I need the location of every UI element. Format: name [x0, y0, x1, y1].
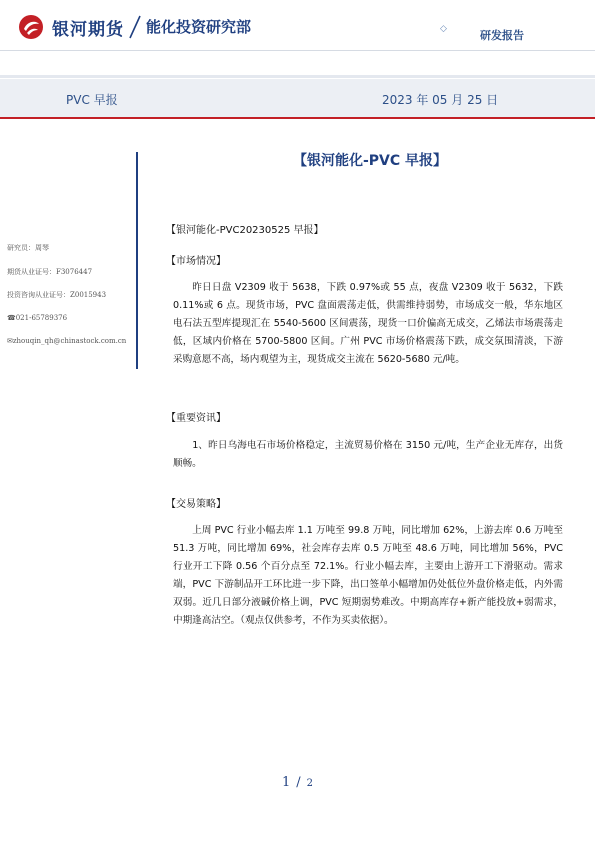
divider-slash	[128, 14, 142, 40]
band-stripe	[0, 75, 595, 78]
report-type: 研发报告	[480, 29, 524, 42]
diamond-icon: ◇	[440, 24, 447, 34]
strategy-text: 上周 PVC 行业小幅去库 1.1 万吨至 99.8 万吨，同比增加 62%，上游去库 0.6 万吨至 51.3 万吨，同比增加 69%，社会库存去库 0.5 万吨至 48.6 万吨，同比增加 56%，PVC 行业开工下降 0.56 个百分点至 72.1%。行业小幅去库，主要由上游开工下滑驱动。需求端，PVC 下游制品开工环比进一步下降，出口签单小幅增加仍处低位外盘价格走低，内外需双弱。近几日部分液碱价格上调，PVC 短期弱势难改。中期高库存+新产能投放+弱需求，中期逢高沽空。（观点仅供参考，不作为买卖依据）。	[173, 525, 563, 626]
strategy-heading: 【交易策略】	[166, 499, 226, 510]
page-total: 2	[306, 778, 314, 789]
page-number: 1	[282, 775, 291, 790]
brand-name: 银河期货	[52, 20, 124, 40]
report-date: 2023 年 05 月 25 日	[382, 93, 499, 107]
market-text: 昨日日盘 V2309 收于 5638，下跌 0.97%或 55 点，夜盘 V2309 收于 5632，下跌 0.11%或 6 点。现货市场，PVC 盘面震荡走低，供需维持弱势，市场成交一般，华东地区电石法五型库提现汇在 5540-5600 区间震荡，现货一口价偏高无成交，乙烯法市场震荡走低，区域内价格在 5700-5800 区间。广州 PVC 市场价格震荡下跌，成交氛围清淡，下游采购意愿不高，场内观望为主，现货成交主流在 5620-5680 元/吨。	[173, 282, 563, 365]
page-indicator	[282, 775, 313, 790]
report-title: 【银河能化-PVC 早报】	[292, 153, 448, 169]
page-separator: /	[296, 775, 301, 790]
galaxy-logo-icon	[18, 14, 44, 40]
market-paragraph	[173, 279, 563, 369]
consult-license: 投资咨询从业证号：Z0015943	[7, 291, 107, 299]
news-heading: 【重要资讯】	[166, 413, 226, 424]
header-divider	[0, 50, 595, 51]
market-heading: 【市场情况】	[166, 256, 226, 267]
sidebar-divider	[136, 152, 138, 369]
report-name: PVC 早报	[66, 93, 118, 107]
phone-number: ☎021-65789376	[7, 314, 68, 322]
news-text: 1、昨日乌海电石市场价格稳定，主流贸易价格在 3150 元/吨，生产企业无库存，出货顺畅。	[173, 440, 563, 469]
department-name: 能化投资研究部	[146, 18, 252, 36]
strategy-paragraph	[173, 522, 563, 630]
news-paragraph	[173, 437, 563, 473]
futures-license: 期货从业证号：F3076447	[7, 268, 93, 276]
email-address: ✉zhouqin_qh@chinastock.com.cn	[7, 337, 127, 345]
researcher-name: 研究员：周琴	[7, 244, 49, 252]
report-id: 【银河能化-PVC20230525 早报】	[166, 225, 324, 236]
band-accent-line	[0, 117, 595, 119]
